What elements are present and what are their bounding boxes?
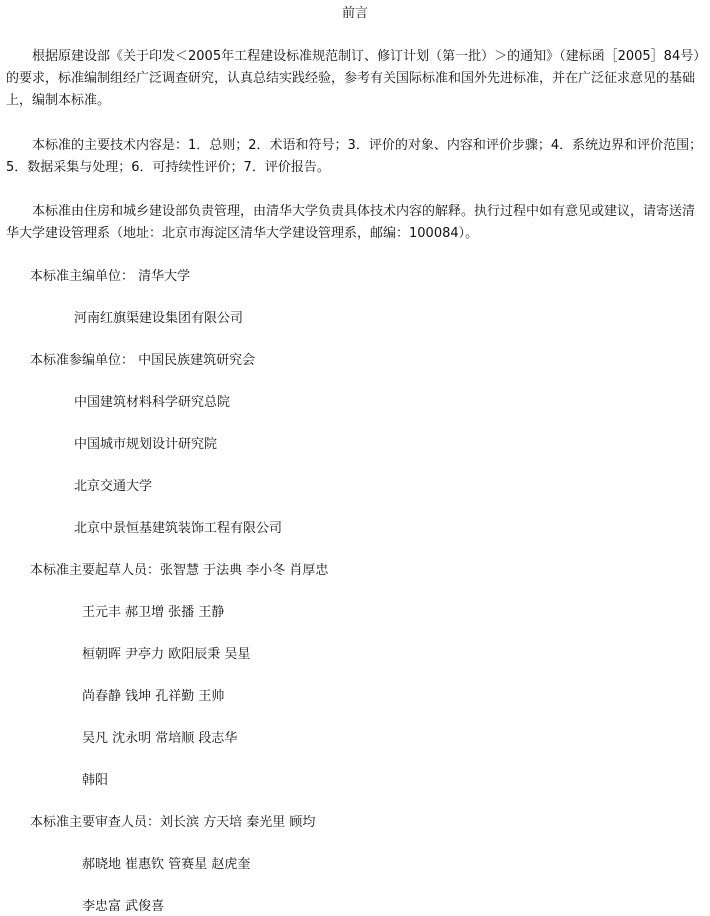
- participating-unit-item: 中国建筑材料科学研究总院: [74, 395, 231, 410]
- drafters-label: 本标准主要起草人员：: [30, 563, 161, 578]
- preface-paragraph-2: 本标准的主要技术内容是：1．总则；2．术语和符号；3．评价的对象、内容和评价步骤；4．系统边界和评价范围；5．数据采集与处理；6．可持续性评价；7．评价报告。: [6, 138, 703, 175]
- reviewers-label: 本标准主要审查人员：: [30, 815, 161, 830]
- chief-unit-item: 河南红旗渠建设集团有限公司: [74, 311, 244, 326]
- chief-unit-first: 清华大学: [138, 269, 191, 284]
- participating-units-line: [30, 352, 255, 370]
- reviewer-names: 李忠富 武俊喜: [82, 899, 165, 914]
- participating-unit-item: 北京交通大学: [74, 479, 153, 494]
- participating-unit-item: 中国城市规划设计研究院: [74, 437, 218, 452]
- participating-units-label: 本标准参编单位：: [30, 353, 135, 368]
- participating-unit-first: 中国民族建筑研究会: [138, 353, 256, 368]
- preface-paragraph-3: 本标准由住房和城乡建设部负责管理，由清华大学负责具体技术内容的解释。执行过程中如有意见或建议，请寄送清华大学建设管理系（地址：北京市海淀区清华大学建设管理系，邮编：100084）。: [6, 204, 696, 241]
- page-title: 前言: [341, 6, 368, 21]
- chief-units-label: 本标准主编单位：: [30, 269, 135, 284]
- drafter-names: 王元丰 郝卫增 张播 王静: [82, 605, 225, 620]
- drafter-names: 吴凡 沈永明 常培顺 段志华: [82, 731, 238, 746]
- reviewers-first: 刘长滨 方天培 秦光里 顾均: [160, 815, 316, 830]
- reviewers-line: [30, 814, 315, 832]
- drafter-names: 桓朝晖 尹亭力 欧阳辰秉 吴星: [82, 647, 251, 662]
- drafter-names: 尚春静 钱坤 孔祥勤 王帅: [82, 689, 225, 704]
- chief-units-line: [30, 268, 190, 286]
- drafter-names: 韩阳: [82, 773, 109, 788]
- reviewer-names: 郝晓地 崔惠钦 管赛星 赵虎奎: [82, 857, 251, 872]
- drafters-first: 张智慧 于法典 李小冬 肖厚忠: [160, 563, 329, 578]
- participating-unit-item: 北京中景恒基建筑装饰工程有限公司: [74, 521, 283, 536]
- preface-paragraph-1: 根据原建设部《关于印发＜2005年工程建设标准规范制订、修订计划（第一批）＞的通知》（建标函［2005］84号）的要求，标准编制组经广泛调查研究，认真总结实践经验，参考有关国际标准和国外先进标准，并在广泛征求意见的基础上，编制本标准。: [6, 49, 700, 108]
- drafters-line: [30, 562, 328, 580]
